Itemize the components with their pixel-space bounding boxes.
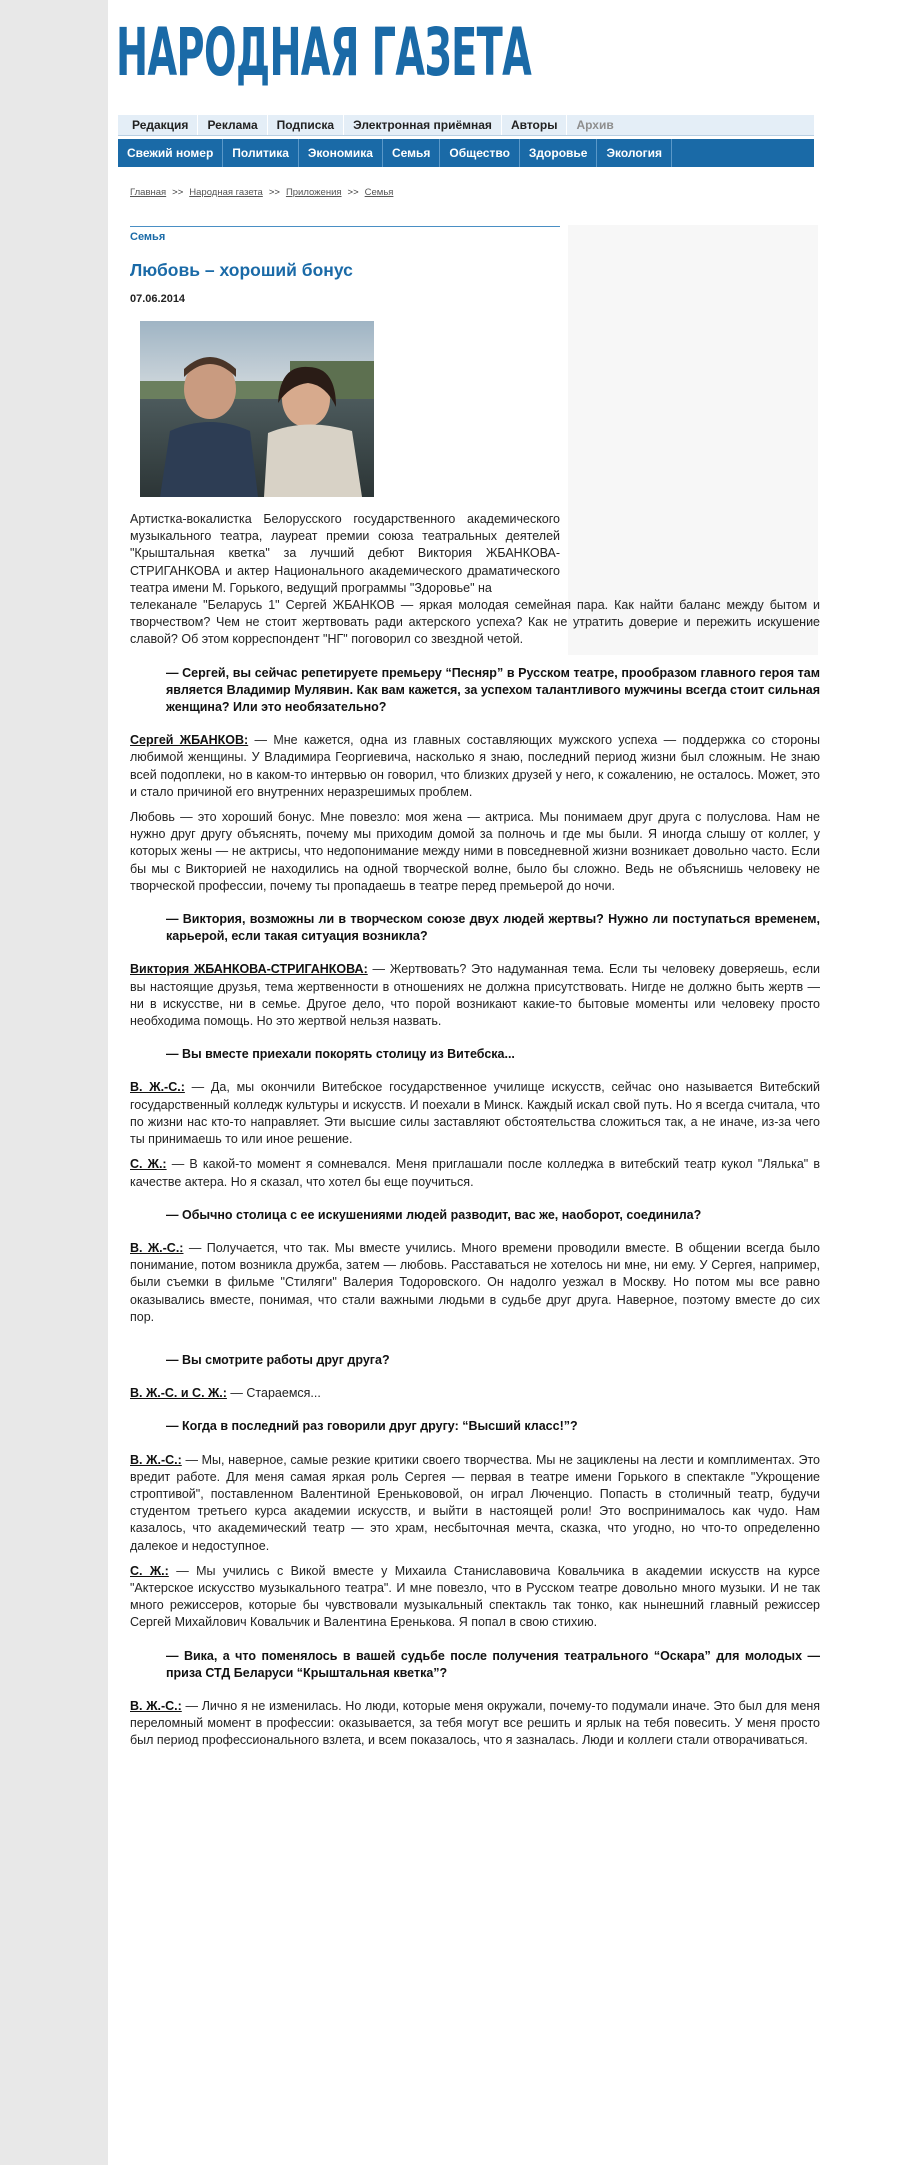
top-nav	[118, 115, 814, 136]
photo-couple-image	[140, 321, 374, 497]
breadcrumb-separator: >>	[172, 187, 184, 198]
article-title: Любовь – хороший бонус	[130, 260, 353, 280]
article-paragraph: Любовь — это хороший бонус. Мне повезло: моя жена — актриса. Мы понимаем друг друга с полуслова. Нам не нужно друг другу объяснять, почему мы приходим домой за полночь и где мы были. Я иногда слышу от коллег, у которых жены — не актрисы, что недопонимание между ними в повседневной жизни возникает довольно часто. Если бы мы с Викторией не находились на одной творческой волне, было бы сложно. Ведь не объяснишь человеку не творческой профессии, почему ты пропадаешь в театре перед премьерой до ночи.	[130, 810, 820, 893]
speaker-name: В. Ж.-С.:	[130, 1080, 185, 1095]
interview-question: — Обычно столица с ее искушениями людей разводит, вас же, наоборот, соединила?	[166, 1207, 702, 1222]
article-body	[130, 511, 820, 1758]
main-nav-item[interactable]: Здоровье	[520, 139, 598, 167]
speaker-name: В. Ж.-С.:	[130, 1452, 182, 1467]
main-nav-item[interactable]: Общество	[440, 139, 520, 167]
interview-answer	[130, 961, 820, 1030]
interview-question: — Вика, а что поменялось в вашей судьбе после получения театрального “Оскара” для молодых — приза СТД Беларуси “Крыштальная кветка”?	[166, 1648, 820, 1680]
speaker-name: Виктория ЖБАНКОВА-СТРИГАНКОВА:	[130, 962, 368, 977]
interview-answer	[130, 1452, 820, 1555]
section-divider	[130, 226, 560, 227]
speaker-name: Сергей ЖБАНКОВ:	[130, 733, 249, 748]
left-margin-band	[0, 0, 108, 2165]
speaker-name: В. Ж.-С.:	[130, 1698, 182, 1713]
answer-text: — Стараемся...	[226, 1386, 321, 1401]
speaker-name: С. Ж.:	[130, 1563, 169, 1578]
breadcrumb-link[interactable]: Народная газета	[189, 187, 263, 198]
section-label: Семья	[130, 231, 166, 243]
interview-answer	[130, 1240, 820, 1326]
answer-text: — В какой-то момент я сомневался. Меня приглашали после колледжа в витебский театр кукол "Лялька" в качестве актера. Но я сказал, что хотел бы еще поучиться.	[130, 1157, 820, 1189]
article-lead-rest: телеканале "Беларусь 1" Сергей ЖБАНКОВ — яркая молодая семейная пара. Как найти баланс между бытом и творчеством? Чем не стоит жертвовать ради актерского успеха? Как не утратить доверие и пережить искушение славой? Об этом корреспондент "НГ" поговорил со звездной четой.	[130, 598, 820, 647]
interview-question: — Вы вместе приехали покорять столицу из Витебска...	[166, 1047, 515, 1062]
interview-question: — Виктория, возможны ли в творческом союзе двух людей жертвы? Нужно ли поступаться временем, карьерой, если такая ситуация возникла?	[166, 912, 820, 944]
answer-text: — Жертвовать? Это надуманная тема. Если ты человеку доверяешь, если вы настоящие друзья, тема жертвенности в отношениях не должна присутствовать. Нигде не должно быть жертв — ни в искусстве, ни в семье. Другое дело, что порой возникают какие-то бытовые моменты или человеку просто необходима помощь. Но это жертвой нельзя назвать.	[130, 962, 820, 1029]
main-nav-item[interactable]: Экономика	[299, 139, 383, 167]
interview-answer	[130, 1156, 820, 1190]
main-nav-item[interactable]: Семья	[383, 139, 440, 167]
speaker-name: С. Ж.:	[130, 1157, 167, 1172]
article-date: 07.06.2014	[130, 293, 186, 305]
interview-answer	[130, 1563, 820, 1632]
top-nav-item[interactable]: Архив	[566, 115, 622, 135]
article-blocks	[130, 665, 820, 1750]
answer-text: — Мы учились с Викой вместе у Михаила Станиславовича Ковальчика в академии искусств на курсе "Актерское искусство музыкального театра". И мне повезло, что в Русском театре довольно много музыки. И не так много режиссеров, которые бы чувствовали музыкальный спектакль так тонко, как нынешний главный режиссер Сергей Михайлович Ковальчик и Валентина Еренькова. Я попал в свою стихию.	[130, 1563, 820, 1630]
breadcrumb-separator: >>	[347, 187, 359, 198]
interview-answer	[130, 1385, 820, 1402]
answer-text: — Лично я не изменилась. Но люди, которые меня окружали, почему-то подумали иначе. Это был для меня переломный момент в профессии: оказывается, за тебя могут все решить и ярлык на тебя повесить. У меня просто был период профессионального взлета, и всем показалось, что я зазналась. Люди и коллеги стали отворачиваться.	[130, 1698, 820, 1748]
interview-answer	[130, 1079, 820, 1148]
answer-text: — Мне кажется, одна из главных составляющих мужского успеха — поддержка со стороны любимой женщины. У Владимира Георгиевича, насколько я знаю, последний период жизни был сложным. Не знаю всей подоплеки, но в каком-то интервью он говорил, что близких друзей у него, к сожалению, не осталось. Может, это и стало причиной его внутренних неразрешимых проблем.	[130, 733, 820, 799]
top-nav-item[interactable]: Электронная приёмная	[343, 115, 501, 135]
top-nav-item[interactable]: Редакция	[132, 118, 189, 132]
speaker-name: В. Ж.-С.:	[130, 1240, 184, 1255]
answer-text: — Получается, что так. Мы вместе учились. Много времени проводили вместе. В общении всегда было понимание, потом возникла дружба, затем — любовь. Расставаться не хотелось ни мне, ни ему. У Сергея, например, были съемки в фильме "Стиляги" Валерия Тодоровского. Он надолго уезжал в Москву. Но потом мы все равно оказывались вместе, понимая, что стали важными людьми в судьбе друг друга. Наверное, поэтому вместе до сих пор.	[130, 1240, 820, 1324]
breadcrumb-link[interactable]: Приложения	[285, 187, 342, 198]
main-nav-item[interactable]: Политика	[223, 139, 299, 167]
main-nav-item[interactable]: Экология	[597, 139, 672, 167]
top-nav-item[interactable]: Авторы	[501, 115, 567, 135]
top-nav-item[interactable]: Реклама	[197, 115, 266, 135]
interview-question: — Сергей, вы сейчас репетируете премьеру “Песняр” в Русском театре, прообразом главного героя там является Владимир Мулявин. Как вам кажется, за успехом талантливого мужчины всегда стоит сильная женщина? Или это необязательно?	[166, 665, 820, 715]
breadcrumb-link[interactable]: Семья	[364, 187, 394, 198]
top-nav-item[interactable]: Подписка	[267, 115, 343, 135]
breadcrumb-separator: >>	[268, 187, 280, 198]
interview-question: — Когда в последний раз говорили друг другу: “Высший класс!”?	[166, 1419, 578, 1434]
interview-answer	[130, 1698, 820, 1750]
article-lead-first: Артистка-вокалистка Белорусского государственного академического музыкального театра, лауреат премии союза театральных деятелей "Крыштальная кветка" за лучший дебют Виктория ЖБАНКОВА-СТРИГАНКОВА и актер Национального академического драматического театра имени М. Горького, ведущий программы "Здоровье" на	[130, 512, 560, 595]
interview-question: — Вы смотрите работы друг друга?	[166, 1352, 390, 1367]
page	[108, 0, 900, 2165]
article-photo	[140, 321, 374, 497]
site-logo[interactable]: НАРОДНАЯ ГАЗЕТА	[116, 14, 532, 91]
answer-text: — Да, мы окончили Витебское государственное училище искусств, сейчас оно называется Витебский государственный колледж культуры и искусств. И поехали в Минск. Каждый искал свой путь. Но я всегда считала, что по жизни нас кто-то направляет. Эти высшие силы заставляют обстоятельства сложиться так, а не иначе, из-за чего ты принимаешь то или иное решение.	[130, 1080, 820, 1147]
main-nav	[118, 139, 814, 167]
interview-answer	[130, 732, 820, 801]
answer-text: — Мы, наверное, самые резкие критики своего творчества. Мы не зациклены на лести и комплиментах. Это вредит работе. Для меня самая яркая роль Сергея — первая в театре имени Горького в спектакле "Укрощение строптивой", поставленном Валентиной Еренькововой, он играл Люченцио. Попасть в столичный театр, будучи студентом третьего курса академии искусств, и выйти в настоящей роли! Это воспринималось как чудо. Нам казалось, что академический театр — это храм, несбыточная мечта, сказка, что угодно, но что-то определенно далекое и недоступное.	[130, 1452, 820, 1553]
main-nav-item[interactable]: Свежий номер	[118, 139, 223, 167]
breadcrumb-link[interactable]: Главная	[130, 187, 167, 198]
breadcrumb	[130, 187, 393, 198]
speaker-name: В. Ж.-С. и С. Ж.:	[130, 1386, 227, 1401]
